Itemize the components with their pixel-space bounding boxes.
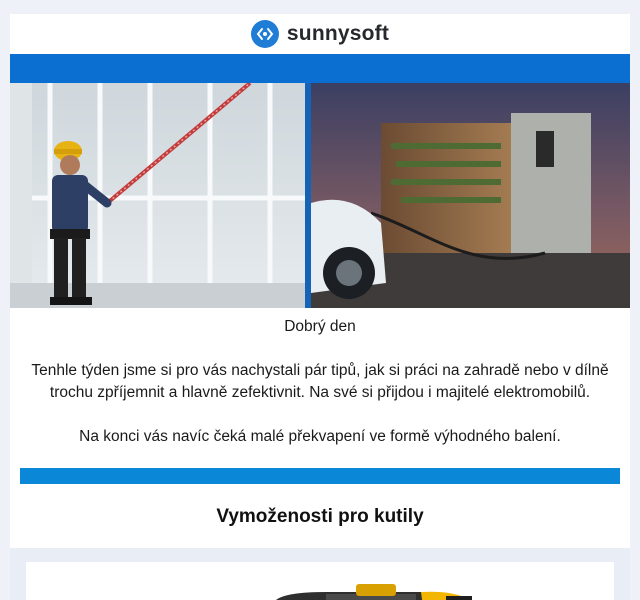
hero-banner[interactable] (10, 83, 630, 308)
section-divider-bar (20, 468, 620, 484)
header-blue-bar (10, 54, 630, 83)
sunnysoft-logo-icon (251, 20, 279, 48)
brand-name[interactable]: sunnysoft (286, 22, 390, 45)
intro-paragraph: Tenhle týden jsme si pro vás nachystali pár tipů, jak si práci na zahradě nebo v dílně trochu zpříjemnit a hlavně zefektivnit. Na své si přijdou i majitelé elektromobilů. (31, 362, 609, 401)
product-area (10, 548, 630, 600)
section-title: Vymoženosti pro kutily (216, 506, 424, 527)
closing-paragraph: Na konci vás navíc čeká malé překvapení ve formě výhodného balení. (79, 428, 561, 445)
worker-with-hedge-trimmer-image (10, 83, 305, 308)
greeting-text: Dobrý den (284, 318, 356, 335)
cordless-drill-image (26, 562, 614, 600)
product-card[interactable] (26, 562, 614, 600)
header (10, 14, 630, 54)
newsletter-email (10, 14, 630, 600)
ev-charging-car-image (311, 83, 630, 308)
